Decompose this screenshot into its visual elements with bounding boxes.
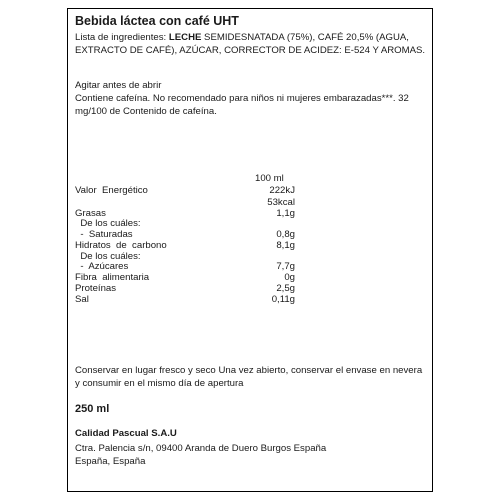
nutrition-row-value: 1,1g <box>276 208 295 219</box>
caffeine-note: Contiene cafeína. No recomendado para niños ni mujeres embarazadas***. 32 mg/100 de Contenido de cafeína. <box>75 93 409 117</box>
nutrition-row-label: Sal <box>75 294 89 305</box>
nutrition-row-value: 2,5g <box>276 283 295 294</box>
net-volume: 250 ml <box>75 403 110 415</box>
nutrition-row-value: 222kJ <box>269 185 295 196</box>
nutrition-row-label: Valor Energético <box>75 185 148 196</box>
company-country: España, España <box>75 456 146 467</box>
ingredients-prefix: Lista de ingredientes: <box>75 32 169 43</box>
nutrition-row-value: 0,8g <box>276 229 295 240</box>
nutrition-row-label: Grasas <box>75 208 106 219</box>
nutrition-row-label: Fibra alimentaria <box>75 272 150 283</box>
nutrition-column-header: 100 ml <box>255 173 284 184</box>
nutrition-row-value: 0,11g <box>271 294 295 305</box>
ingredients-rest: SEMIDESNATADA (75%), CAFÉ 20,5% (AGUA, EXTRACTO DE CAFÉ), AZÚCAR, CORRECTOR DE ACIDEZ: E-524 Y AROMAS. <box>75 32 426 56</box>
nutrition-row-value: 0g <box>284 272 295 283</box>
company-address: Ctra. Palencia s/n, 09400 Aranda de Duero Burgos España <box>75 443 327 454</box>
nutrition-row-label: Hidratos de carbono <box>75 240 167 251</box>
nutrition-row-value: 7,7g <box>276 261 295 272</box>
shake-note: Agitar antes de abrir <box>75 80 162 91</box>
nutrition-row-label: De los cuáles: <box>75 251 141 262</box>
nutrition-row-value: 53kcal <box>267 197 295 208</box>
nutrition-row-label: De los cuáles: <box>75 218 141 229</box>
ingredients-list <box>75 31 427 57</box>
company-name: Calidad Pascual S.A.U <box>75 428 177 439</box>
ingredients-allergen: LECHE <box>168 32 202 43</box>
product-title: Bebida láctea con café UHT <box>75 14 239 28</box>
nutrition-row-label: - Saturadas <box>75 229 133 240</box>
storage-note: Conservar en lugar fresco y seco Una vez abierto, conservar el envase en nevera y consumir en el mismo día de apertura <box>75 365 423 389</box>
nutrition-row-value: 8,1g <box>276 240 295 251</box>
nutrition-row-label: Proteínas <box>75 283 117 294</box>
nutrition-row-label: - Azúcares <box>75 261 129 272</box>
